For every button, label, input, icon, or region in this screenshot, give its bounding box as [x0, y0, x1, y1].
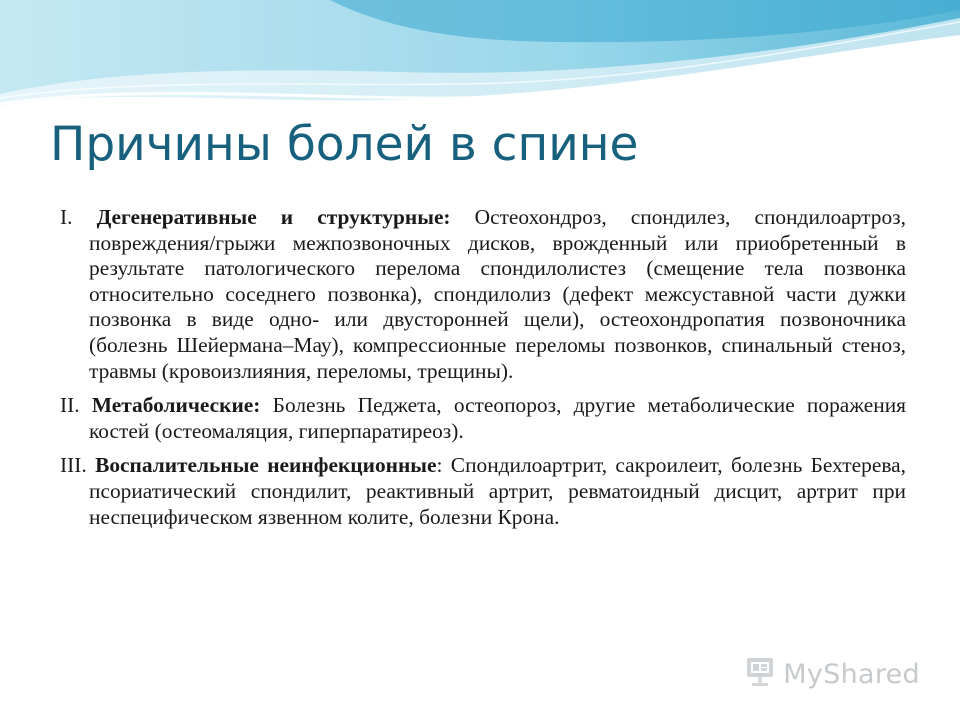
list-item-heading: Метаболические: — [91, 393, 261, 418]
list-item-separator: : — [436, 453, 443, 478]
list-item-degenerative — [60, 205, 906, 384]
watermark-text: MyShared — [783, 658, 920, 690]
list-item-number: III. — [60, 453, 87, 478]
list-item-heading: Воспалительные неинфекционные — [95, 453, 437, 478]
list-item-inflammatory — [60, 453, 906, 530]
list-item-metabolic — [60, 393, 906, 444]
slide-body — [60, 205, 906, 539]
list-item-text: Болезнь Педжета, остеопороз, другие метаболические поражения костей (остеомаляция, гиперпаратиреоз). — [89, 393, 906, 443]
list-item-text: Остеохондроз, спондилез, спондилоартроз, повреждения/грыжи межпозвоночных дисков, врожденный или приобретенный в результате патологического перелома спондилолистез (смещение тела позвонка относительно соседнего позвонка), спондилолиз (дефект межсуставной части дужки позвонка в виде одно- или двусторонней щели), остеохондропатия позвоночника (болезнь Шейермана–Мау), компрессионные переломы позвонков, спинальный стеноз, травмы (кровоизлияния, переломы, трещины). — [89, 205, 906, 383]
list-item-text: Спондилоартрит, сакроилеит, болезнь Бехтерева, псориатический спондилит, реактивный артрит, ревматоидный дисцит, артрит при неспецифическом язвенном колите, болезни Крона. — [89, 453, 906, 529]
presentation-board-icon — [743, 655, 777, 694]
header-wave-decoration — [0, 0, 960, 120]
list-item-heading: Дегенеративные и структурные: — [96, 205, 451, 229]
watermark-logo — [743, 656, 920, 692]
list-item-number: II. — [60, 393, 80, 418]
list-item-number: I. — [60, 205, 73, 229]
slide-title: Причины болей в спине — [50, 117, 639, 172]
